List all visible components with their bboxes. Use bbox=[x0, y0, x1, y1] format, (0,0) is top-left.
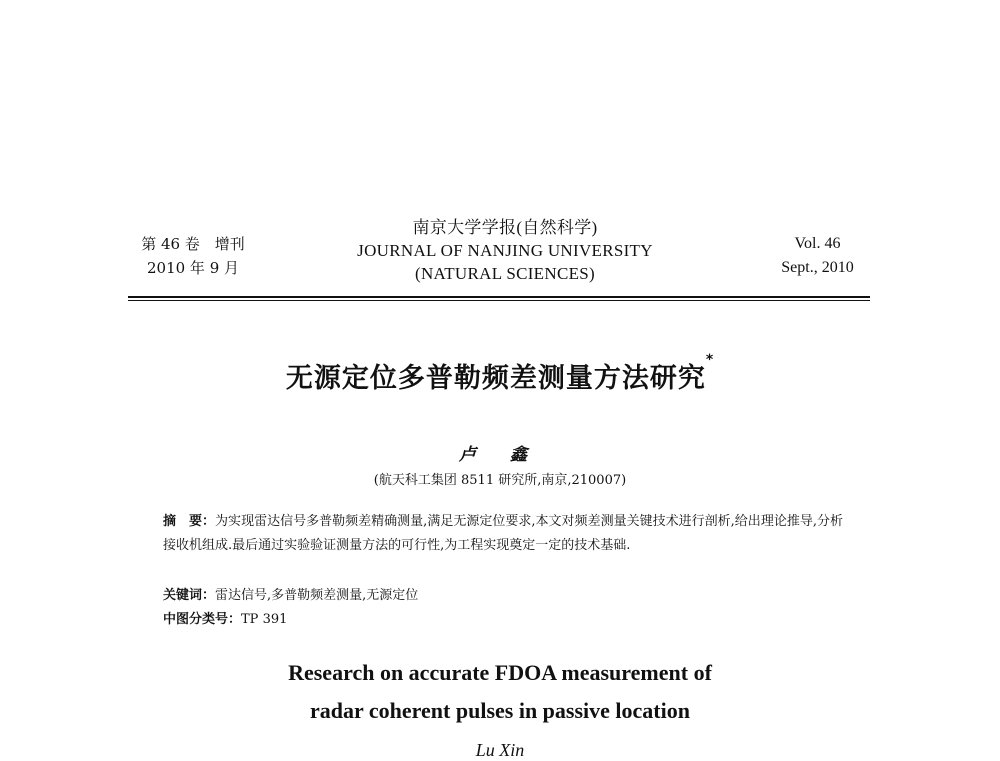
journal-name bbox=[320, 216, 690, 285]
paper-title-en-line2: radar coherent pulses in passive location bbox=[310, 698, 690, 723]
keywords-text: 雷达信号,多普勒频差测量,无源定位 bbox=[215, 588, 419, 603]
keywords-cn bbox=[163, 584, 843, 608]
title-footnote-mark: * bbox=[705, 352, 715, 368]
date-en: Sept., 2010 bbox=[781, 259, 854, 276]
date-cn: 2010 年 9 月 bbox=[146, 259, 240, 277]
author-en: Lu Xin bbox=[475, 740, 525, 760]
classification-text: TP 391 bbox=[241, 612, 288, 627]
journal-name-en-line2: (NATURAL SCIENCES) bbox=[415, 264, 595, 283]
paper-title-cn bbox=[0, 352, 1000, 395]
keywords-label: 关键词： bbox=[163, 588, 216, 603]
volume-cn: 第 46 卷 增刊 bbox=[141, 235, 245, 253]
classification-cn bbox=[163, 608, 843, 632]
issue-info-en bbox=[760, 232, 875, 280]
paper-title-en bbox=[0, 654, 1000, 730]
abstract-text: 为实现雷达信号多普勒频差精确测量,满足无源定位要求,本文对频差测量关键技术进行剖析,给出理论推导,分析接收机组成.最后通过实验验证测量方法的可行性,为工程实现奠定一定的技术基础. bbox=[163, 514, 843, 553]
journal-name-en-line1: JOURNAL OF NANJING UNIVERSITY bbox=[357, 241, 653, 260]
journal-name-cn: 南京大学学报(自然科学) bbox=[412, 218, 598, 237]
classification-label: 中图分类号： bbox=[163, 612, 242, 627]
affiliation-cn: (航天科工集团 8511 研究所,南京,210007) bbox=[373, 473, 627, 488]
paper-title-en-line1: Research on accurate FDOA measurement of bbox=[288, 660, 712, 685]
abstract-label: 摘 要： bbox=[163, 514, 216, 529]
header-rule-thin bbox=[128, 300, 870, 301]
abstract-cn bbox=[163, 510, 843, 558]
paper-title-cn-text: 无源定位多普勒频差测量方法研究 bbox=[285, 363, 706, 394]
author-cn: 卢 鑫 bbox=[459, 445, 541, 465]
volume-en: Vol. 46 bbox=[794, 235, 841, 252]
issue-info-cn bbox=[128, 232, 258, 280]
header-rule-thick bbox=[128, 296, 870, 298]
